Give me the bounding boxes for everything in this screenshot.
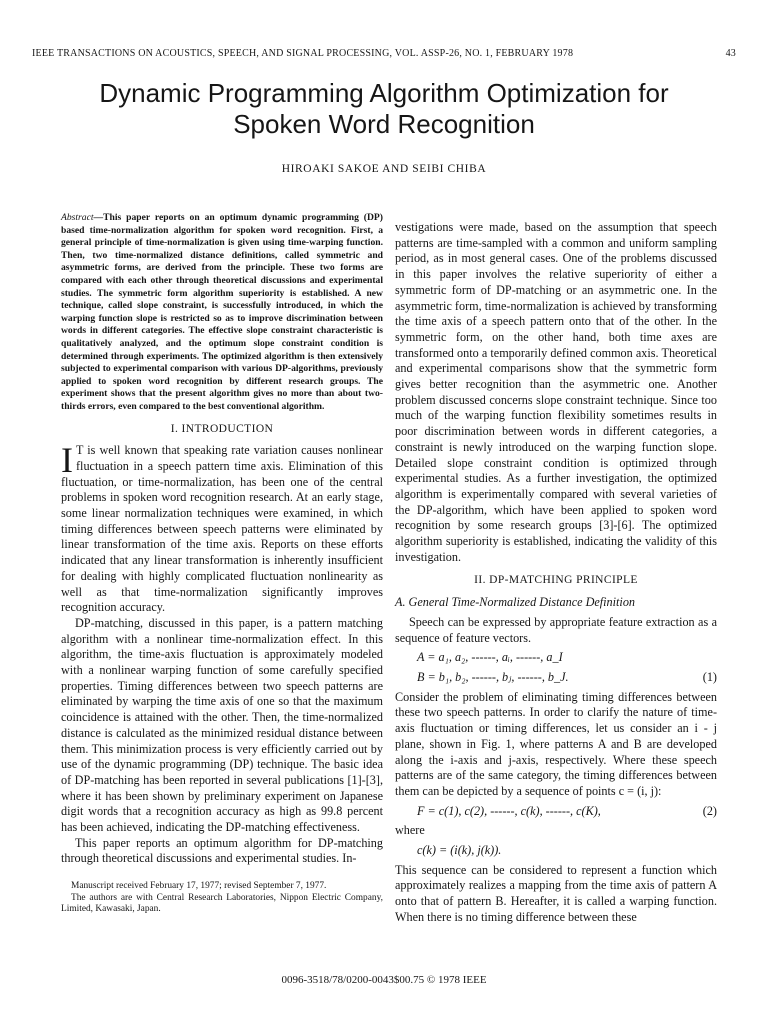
- paper-title: [32, 78, 736, 140]
- equation-2: [395, 804, 717, 820]
- equation-1-number: (1): [702, 669, 717, 684]
- section2-paragraph-2: Consider the problem of eliminating timing differences between these two speech patterns. In order to clarify the nature of time-axis fluctuation or timing differences, let us consider an i - j plane, shown in Fig. 1, where patterns A and B are developed along the i-axis and j-axis, respectively. Where these speech patterns are of the same category, the timing differences between them can be depicted by a sequence of points c = (i, j):: [395, 689, 717, 798]
- left-column: [61, 212, 383, 916]
- intro-paragraph-3: This paper reports an optimum algorithm for DP-matching through theoretical discussions and experimental studies. In-: [61, 835, 383, 866]
- author-line: HIROAKI SAKOE AND SEIBI CHIBA: [281, 163, 487, 175]
- title-line-1: Dynamic Programming Algorithm Optimization for: [99, 78, 669, 108]
- journal-citation: IEEE TRANSACTIONS ON ACOUSTICS, SPEECH, AND SIGNAL PROCESSING, VOL. ASSP-26, NO. 1, FEBRUARY 1978: [32, 48, 574, 59]
- intro-paragraph-2: DP-matching, discussed in this paper, is a pattern matching algorithm with a nonlinear time-normalization effect. In this algorithm, the time-axis fluctuation is approximately modeled with a nonlinear warping function of some carefully specified properties. Timing differences between two speech patterns are eliminated by warping the time axis of one so that the maximum coincidence is attained with the other. Then, the time-normalized distance is calculated as the minimized residual distance between them. This minimization process is very efficiently carried out by use of the dynamic programming (DP) technique. The basic idea of DP-matching has been reported in several publications [1]-[3], where it has been shown by preliminary experiment on Japanese digit words that a recognition accuracy as high as 99.8 percent has been achieved, indicating the DP-matching effectiveness.: [61, 615, 383, 835]
- running-header: [32, 48, 736, 59]
- equation-2-text: F = c(1), c(2), ------, c(k), ------, c(K),: [417, 803, 601, 818]
- section2-paragraph-1: Speech can be expressed by appropriate feature extraction as a sequence of feature vectors.: [395, 614, 717, 645]
- equation-ck-text: c(k) = (i(k), j(k)).: [417, 843, 502, 858]
- abstract-text: —This paper reports on an optimum dynamic programming (DP) based time-normalization algorithm for spoken word recognition. First, a general principle of time-normalization is given using time-warping function. Then, two time-normalized distance definitions, called symmetric and asymmetric forms, are derived from the principle. These two forms are compared with each other through theoretical discussions and experimental studies. The symmetric form algorithm superiority is established. A new technique, called slope constraint, is successfully introduced, in which the warping function slope is restricted so as to improve discrimination between words in different categories. The effective slope constraint characteristic is qualitatively analyzed, and the optimum slope constraint condition is determined through experiments. The optimized algorithm is then extensively subjected to experimental comparison with various DP-algorithms, previously applied to spoken word recognition by different research groups. The experiment shows that the present algorithm gives no more than about two-thirds errors, even compared to the best conventional algorithm.: [61, 212, 383, 412]
- intro-paragraph-continued: vestigations were made, based on the assumption that speech patterns are time-sampled with a common and uniform sampling period, as in most general cases. One of the problems discussed in this paper involves the relative superiority of either a symmetric form of DP-matching or an asymmetric one. In the asymmetric form, time-normalization is achieved by transforming the time axis of a speech pattern onto that of the other. In the symmetric form, on the other hand, both time axes are transformed onto a temporarily defined common axis. Theoretical and experimental comparisons show that the symmetric form gives better recognition than the asymmetric one. Another problem discussed concerns slope constraint technique. Since too much of the warping function flexibility sometimes results in poor discrimination between words in different categories, a constraint is newly introduced on the warping function slope. Detailed slope constraint condition is optimized through experimental studies. As a further investigation, the optimized algorithm is experimentally compared with several varieties of the DP-algorithm, which have been applied to spoken word recognition by some research groups [3]-[6]. The optimized algorithm superiority is established, indicating the validity of this investigation.: [395, 220, 717, 564]
- where-word: where: [395, 823, 425, 838]
- equation-2-number: (2): [702, 803, 717, 818]
- title-line-2: Spoken Word Recognition: [233, 109, 535, 139]
- equation-b: [395, 670, 717, 686]
- page-number: 43: [725, 48, 736, 59]
- footnote: [61, 881, 383, 916]
- copyright-line: 0096-3518/78/0200-0043$00.75 © 1978 IEEE: [281, 974, 487, 986]
- footnote-affiliation: The authors are with Central Research Laboratories, Nippon Electric Company, Limited, Kawasaki, Japan.: [61, 892, 383, 915]
- equation-a: [395, 650, 717, 666]
- intro-paragraph-1: [61, 440, 383, 616]
- abstract: [61, 212, 383, 414]
- intro-paragraph-1-text: T is well known that speaking rate variation causes nonlinear fluctuation in a speech pattern time axis. Elimination of this fluctuation, or time-normalization, has been one of the central problems in spoken word recognition research. At an early stage, some linear normalization techniques were examined, in which timing differences between speech patterns were eliminated by linear transformation of the time axis. Reports on these efforts indicated that any linear transformation is inherently insufficient for dealing with highly complicated fluctuation nonlinearity as well as that time-normalization significantly improves recognition accuracy.: [61, 443, 383, 615]
- footnote-received: Manuscript received February 17, 1977; revised September 7, 1977.: [71, 881, 327, 892]
- right-column: [395, 220, 717, 926]
- equation-b-text: B = b₁, b₂, ------, bⱼ, ------, b_J.: [417, 669, 569, 684]
- drop-cap: I: [61, 440, 73, 481]
- abstract-label: Abstract: [61, 212, 94, 223]
- section-heading-dp-matching: II. DP-MATCHING PRINCIPLE: [474, 574, 638, 587]
- section2-paragraph-3: This sequence can be considered to represent a function which approximately realizes a mapping from the time axis of pattern A onto that of pattern B. Hereafter, it is called a warping function. When there is no timing difference between these: [395, 862, 717, 924]
- subsection-heading: A. General Time-Normalized Distance Definition: [395, 595, 636, 610]
- equation-ck: [395, 843, 717, 859]
- equation-a-text: A = a₁, a₂, ------, aᵢ, ------, a_I: [417, 650, 563, 665]
- section-heading-introduction: I. INTRODUCTION: [170, 422, 274, 435]
